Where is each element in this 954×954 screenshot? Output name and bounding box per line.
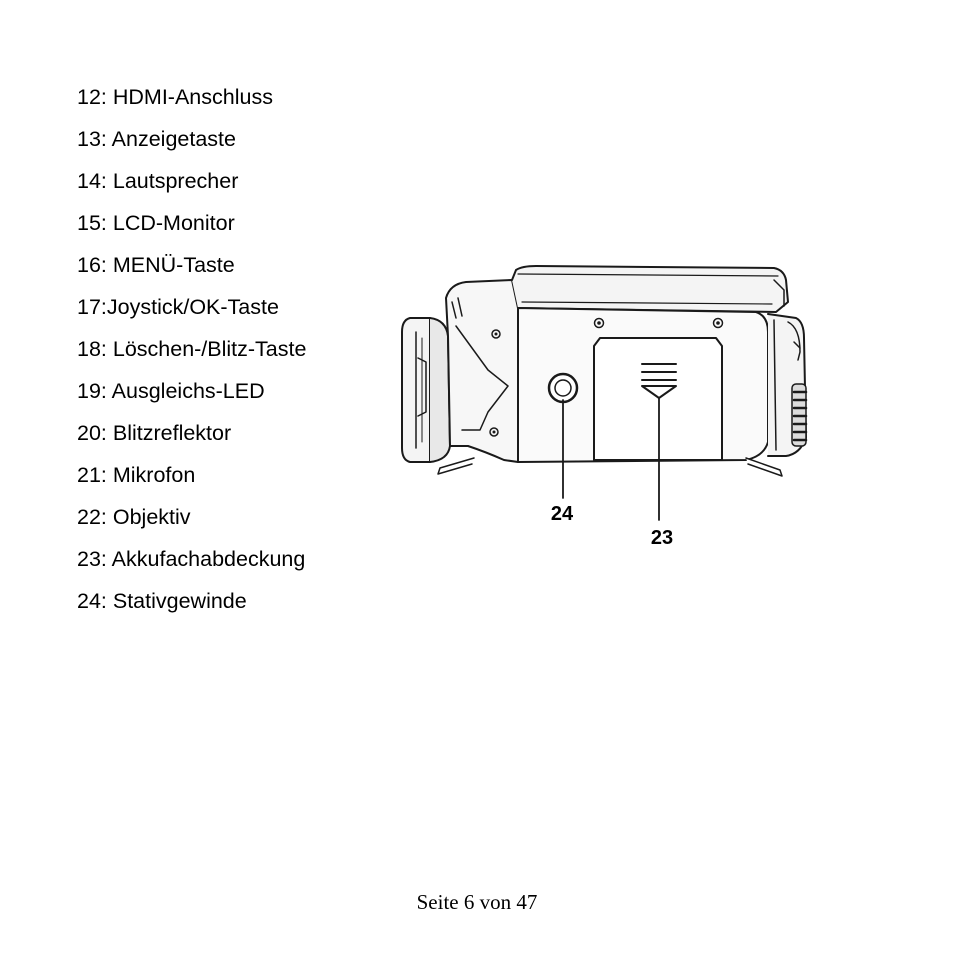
page-number: Seite 6 von 47: [416, 890, 538, 914]
camcorder-bottom-view-figure: [396, 262, 822, 562]
camcorder-bottom-view-drawing: [396, 262, 822, 562]
parts-list-item-16: 16: MENÜ-Taste: [77, 253, 235, 277]
callout-label-24: 24: [550, 503, 574, 525]
parts-list-item-13: 13: Anzeigetaste: [77, 127, 236, 151]
parts-list-item-15: 15: LCD-Monitor: [77, 211, 235, 235]
parts-list-item-20: 20: Blitzreflektor: [77, 421, 232, 445]
parts-list-item-22: 22: Objektiv: [77, 505, 191, 529]
parts-list-item-19: 19: Ausgleichs-LED: [77, 379, 265, 403]
lens-barrel: [402, 318, 450, 462]
tripod-socket: [549, 374, 577, 402]
rear-section: [768, 314, 806, 456]
parts-list-item-18: 18: Löschen-/Blitz-Taste: [77, 337, 307, 361]
battery-cover: [594, 338, 722, 460]
front-grip: [446, 280, 518, 462]
parts-list-item-14: 14: Lautsprecher: [77, 169, 239, 193]
parts-list-item-12: 12: HDMI-Anschluss: [77, 85, 273, 109]
top-rail: [512, 266, 788, 312]
page-footer: [0, 888, 954, 916]
parts-list: [77, 84, 306, 630]
parts-list-item-23: 23: Akkufachabdeckung: [77, 547, 306, 571]
parts-list-item-17: 17:Joystick/OK-Taste: [77, 295, 279, 319]
callout-label-23: 23: [650, 527, 674, 549]
parts-list-item-21: 21: Mikrofon: [77, 463, 196, 487]
parts-list-item-24: 24: Stativgewinde: [77, 589, 247, 613]
